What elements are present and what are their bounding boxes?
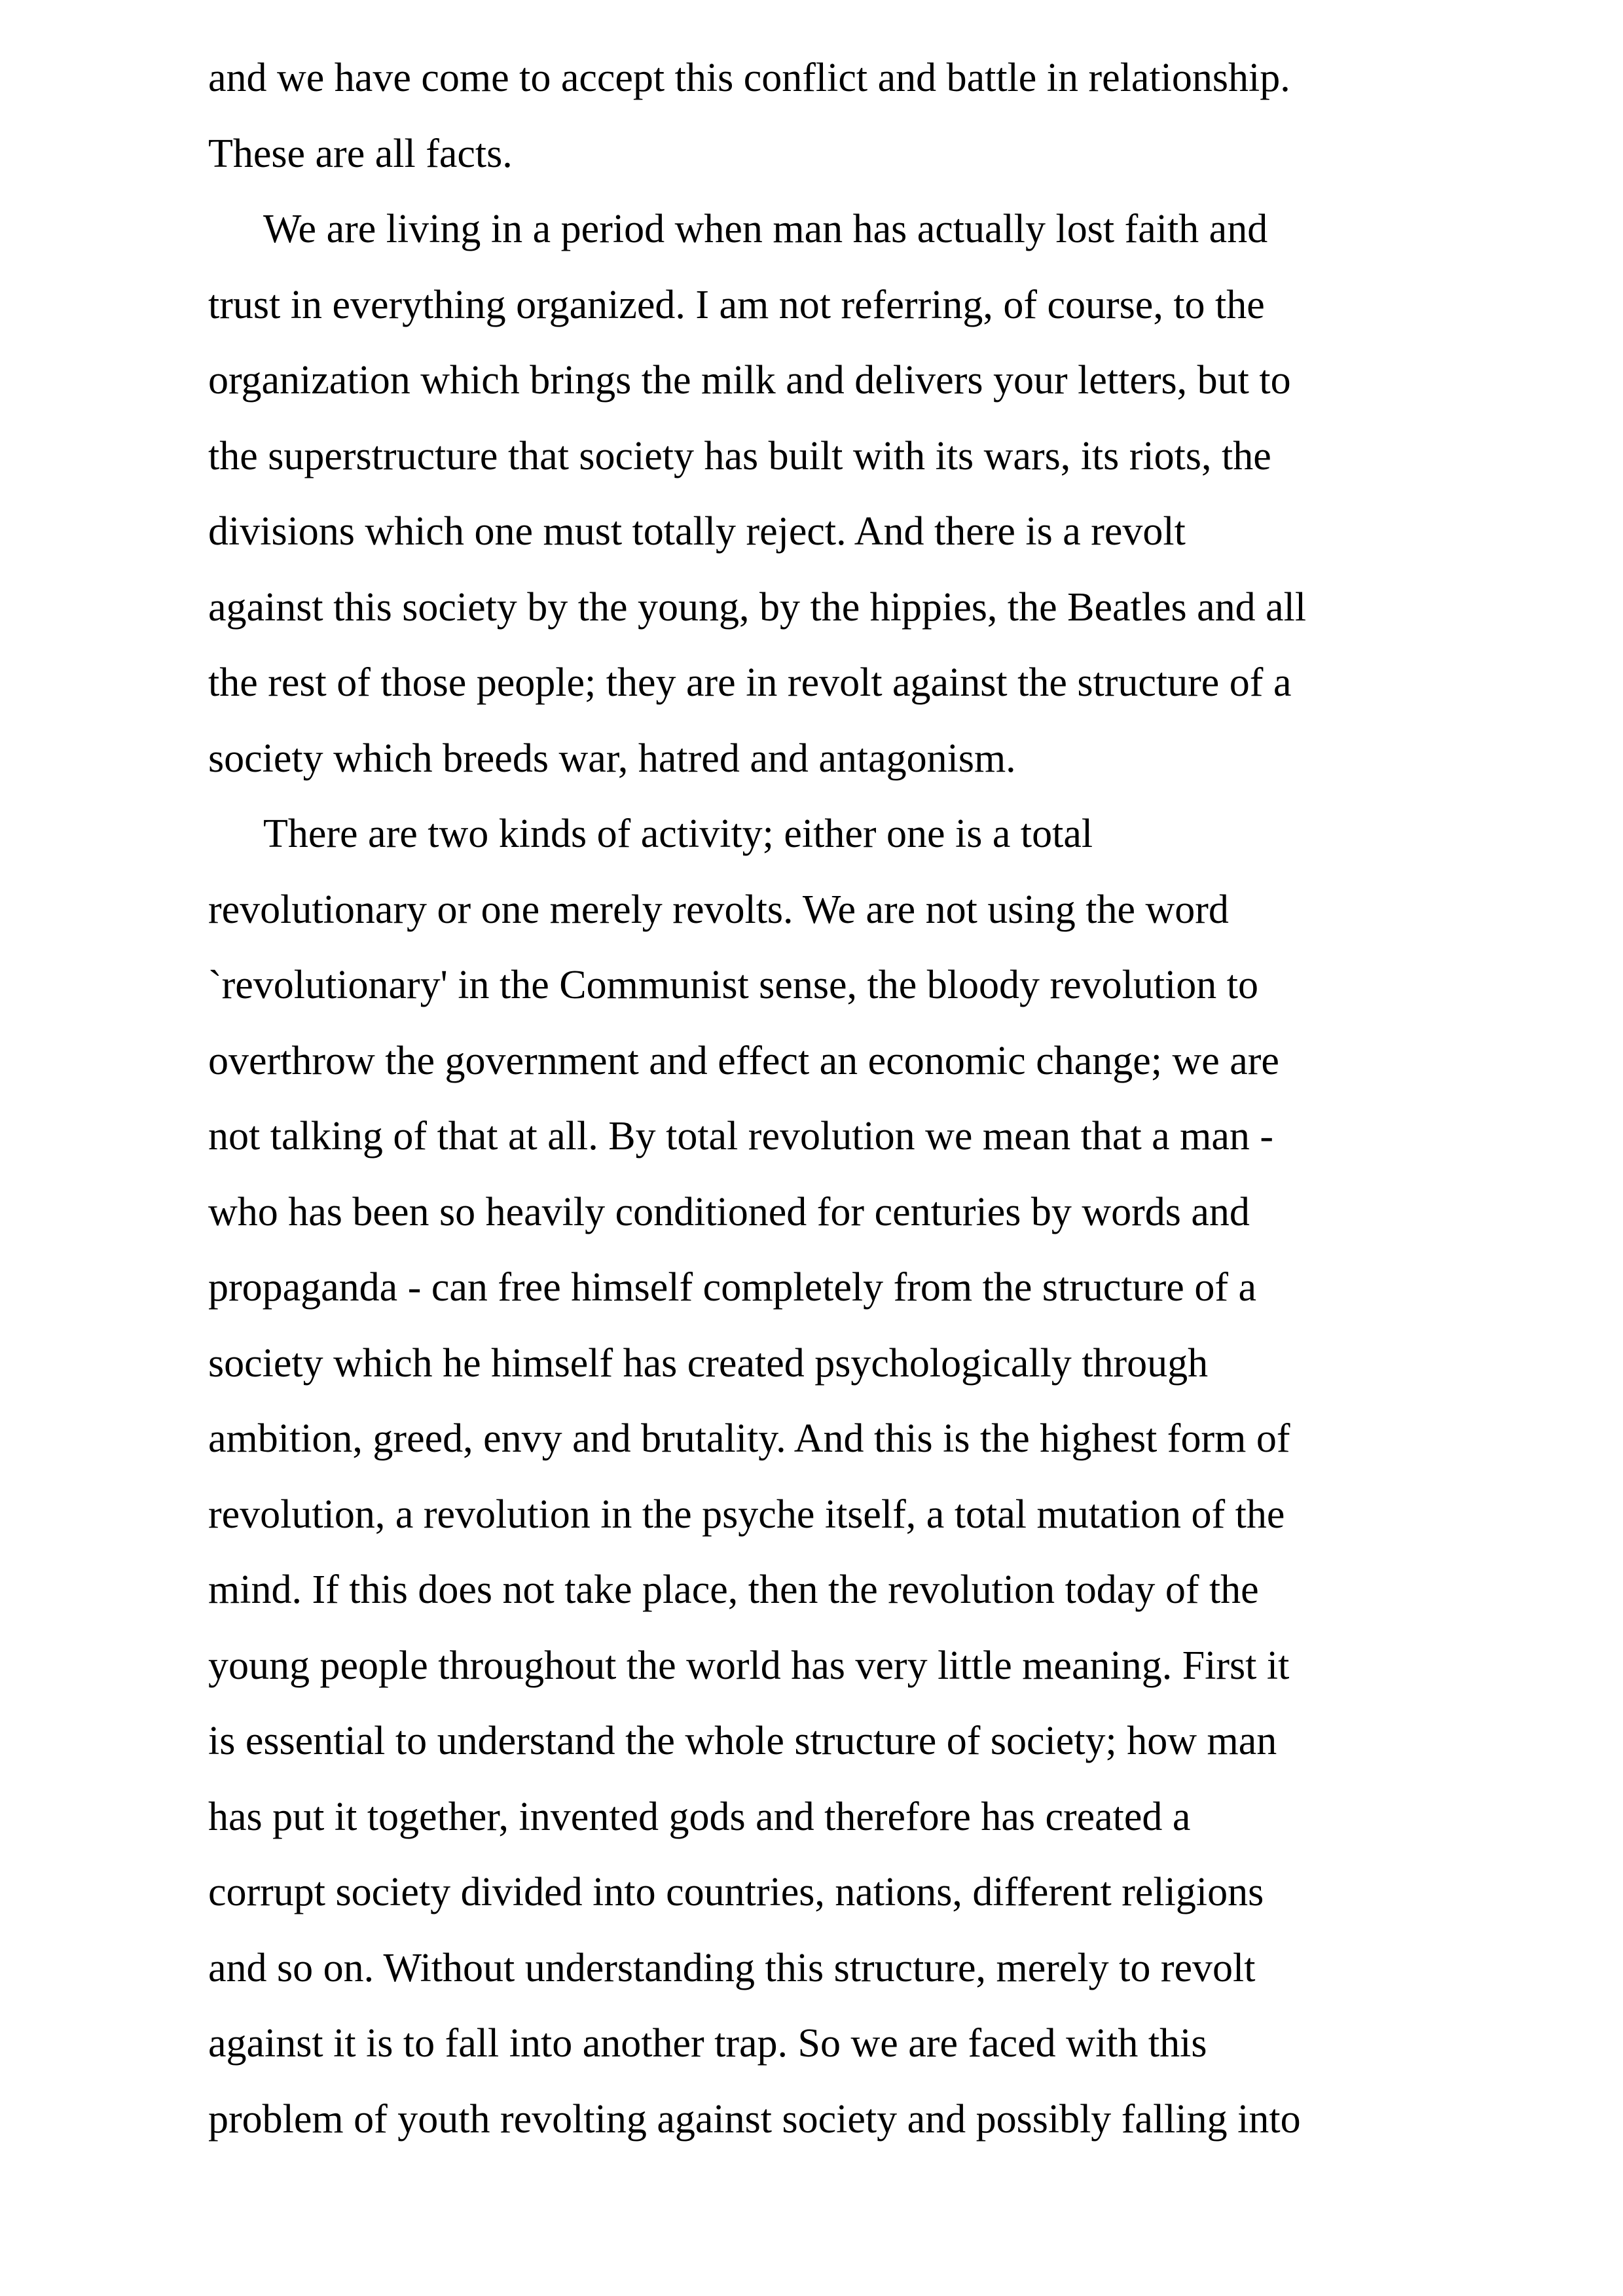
- text-line: and we have come to accept this conflict and battle in relationship.: [208, 56, 1290, 100]
- text-line: organization which brings the milk and delivers your letters, but to: [208, 358, 1291, 403]
- text-line: `revolutionary' in the Communist sense, the bloody revolution to: [208, 963, 1259, 1007]
- text-line: society which breeds war, hatred and antagonism.: [208, 736, 1016, 781]
- text-line: and so on. Without understanding this structure, merely to revolt: [208, 1945, 1256, 1990]
- text-line: the rest of those people; they are in revolt against the structure of a: [208, 660, 1292, 705]
- text-line: has put it together, invented gods and therefore has created a: [208, 1794, 1191, 1839]
- body-text: [208, 41, 1426, 2157]
- text-line: These are all facts.: [208, 131, 513, 176]
- text-line: is essential to understand the whole structure of society; how man: [208, 1719, 1277, 1763]
- text-line: against it is to fall into another trap. So we are faced with this: [208, 2021, 1207, 2066]
- paragraph-3: [208, 797, 1426, 2157]
- paragraph-1: [208, 41, 1426, 192]
- paragraph-2: [208, 192, 1426, 797]
- text-line: revolutionary or one merely revolts. We are not using the word: [208, 887, 1229, 932]
- text-line: ambition, greed, envy and brutality. And this is the highest form of: [208, 1416, 1290, 1461]
- text-line: the superstructure that society has built with its wars, its riots, the: [208, 433, 1271, 478]
- text-line: who has been so heavily conditioned for centuries by words and: [208, 1189, 1250, 1234]
- text-line: mind. If this does not take place, then the revolution today of the: [208, 1568, 1259, 1612]
- text-line: trust in everything organized. I am not referring, of course, to the: [208, 282, 1265, 327]
- text-line: overthrow the government and effect an economic change; we are: [208, 1038, 1279, 1083]
- text-line: society which he himself has created psychologically through: [208, 1340, 1209, 1386]
- text-line: divisions which one must totally reject. And there is a revolt: [208, 509, 1186, 554]
- text-line: propaganda - can free himself completely from the structure of a: [208, 1265, 1256, 1310]
- text-line: young people throughout the world has very little meaning. First it: [208, 1643, 1290, 1688]
- text-line: We are living in a period when man has actually lost faith and: [263, 207, 1268, 251]
- text-line: not talking of that at all. By total revolution we mean that a man -: [208, 1114, 1274, 1158]
- text-line: corrupt society divided into countries, nations, different religions: [208, 1870, 1264, 1914]
- text-line: problem of youth revolting against society and possibly falling into: [208, 2096, 1301, 2142]
- text-line: revolution, a revolution in the psyche itself, a total mutation of the: [208, 1492, 1285, 1537]
- text-line: There are two kinds of activity; either one is a total: [263, 812, 1093, 856]
- text-line: against this society by the young, by the hippies, the Beatles and all: [208, 584, 1307, 630]
